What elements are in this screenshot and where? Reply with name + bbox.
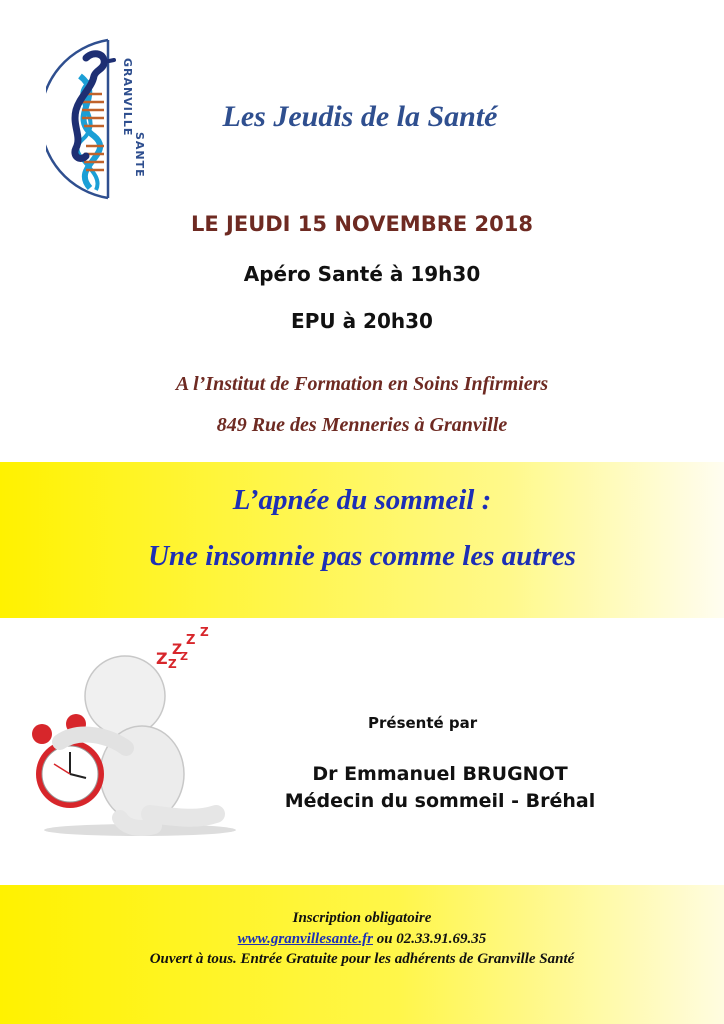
svg-text:Z: Z: [168, 657, 177, 671]
event-date: LE JEUDI 15 NOVEMBRE 2018: [191, 212, 533, 236]
talk-title-line1: L’apnée du sommeil :: [232, 484, 492, 516]
website-link[interactable]: www.granvillesante.fr: [237, 931, 373, 947]
epu-time: EPU à 20h30: [291, 309, 433, 333]
speaker-name: Dr Emmanuel BRUGNOT: [312, 763, 568, 785]
registration-notice: Inscription obligatoire: [292, 910, 432, 926]
speaker-role: Médecin du sommeil - Bréhal: [284, 790, 596, 812]
contact-line: [0, 931, 724, 948]
phone-number: ou 02.33.91.69.35: [372, 931, 487, 947]
svg-text:Z: Z: [200, 625, 209, 639]
apero-time: Apéro Santé à 19h30: [243, 262, 481, 286]
open-to-all-notice: Ouvert à tous. Entrée Gratuite pour les adhérents de Granville Santé: [149, 951, 575, 967]
sleeping-figure-illustration: [30, 624, 240, 838]
page-title: Les Jeudis de la Santé: [222, 100, 498, 133]
sleeping-person-clock-icon: [30, 624, 240, 838]
logo-text-outer: GRANVILLE: [121, 58, 134, 137]
venue-address: 849 Rue des Menneries à Granville: [216, 414, 508, 436]
svg-text:Z: Z: [180, 650, 188, 663]
svg-text:Z: Z: [186, 633, 196, 648]
logo-text-inner: SANTE: [133, 132, 146, 178]
granville-sante-logo: [46, 36, 158, 202]
presented-by-label: Présenté par: [368, 714, 478, 732]
svg-text:Z: Z: [156, 649, 168, 668]
venue-name: A l’Institut de Formation en Soins Infirmiers: [175, 373, 549, 395]
talk-title-line2: Une insomnie pas comme les autres: [148, 540, 576, 572]
svg-text:Z: Z: [172, 642, 183, 658]
